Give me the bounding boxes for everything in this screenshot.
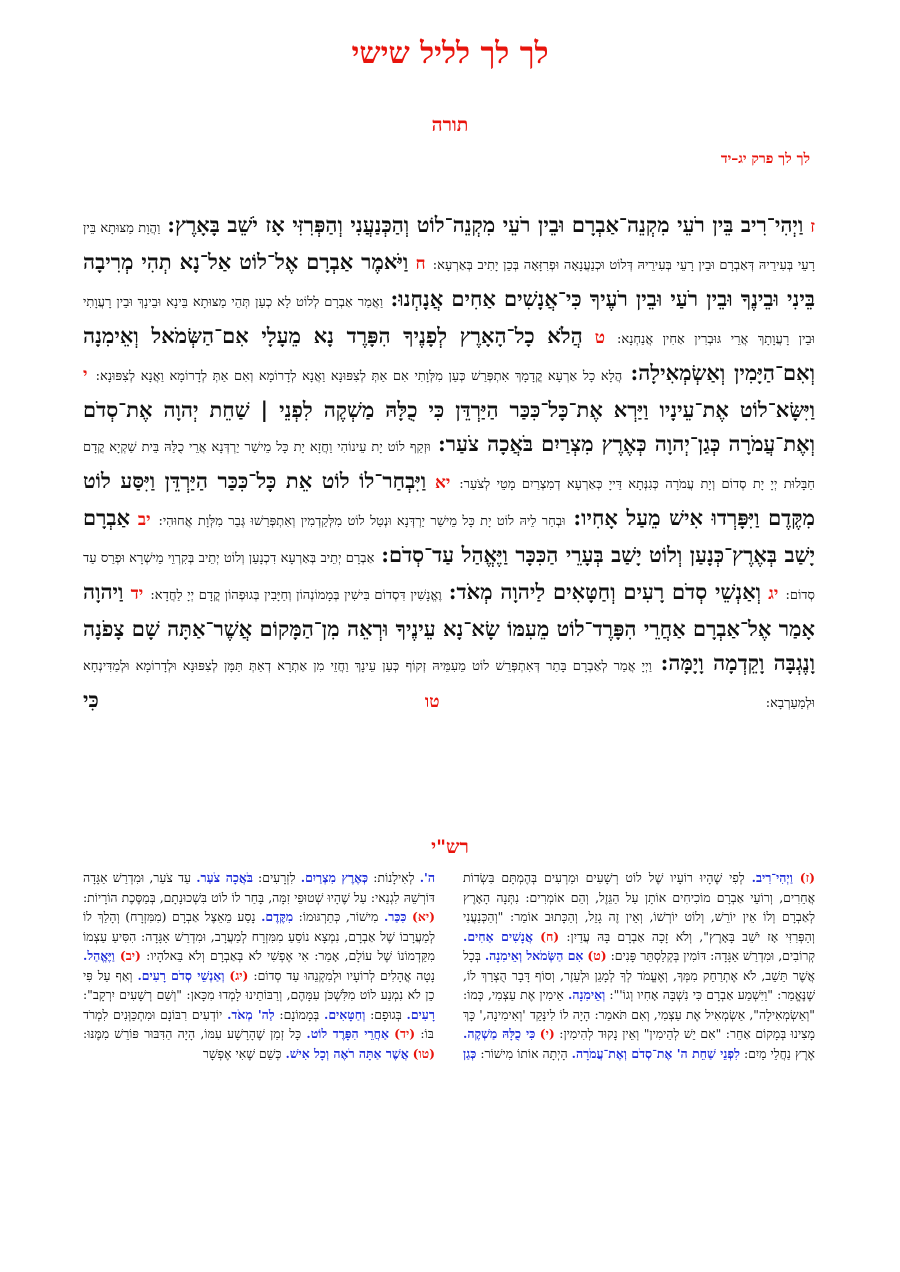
rashi-entry — [476, 1046, 740, 1061]
rashi-heading: בֹּאֲכָה צֹעַר. — [196, 870, 253, 885]
verse-number: ח — [415, 254, 426, 274]
verse-number: יג — [768, 584, 779, 604]
rashi-heading: וְאֵימִנָה. — [568, 987, 606, 1002]
rashi-text: עַד צֹעַר, וּמִדְרַשׁ אַגָּדָה דּוֹרְשֵׁהּ לִגְנַאי: עַל שֶׁהָיוּ שְׁטוּפֵי זִמָּה, בָּחַר לוֹ לוֹט בִּשְׁכוּנָתָם, בְּמַסֶּכֶת הוֹרָיוֹת: — [83, 870, 435, 905]
rashi-text: נָסַע מֵאֵצֶל אַבְרָם (מִמִּזְרָח) וְהָלַךְ לוֹ לְמַעֲרָבוֹ שֶׁל אַבְרָם, נִמְצָא נוֹסֵעַ מִמִּזְרָח לְמַעֲרָב, וּמִדְרַשׁ אַגָּדָה: הִסִּיעַ עַצְמוֹ מִקַּדְמוֹנוֹ שֶׁל עוֹלָם, אָמַר: אִי אֶפְשִׁי לֹא בְּאַבְרָם וְלֹא בֵּאלֹהָיו: — [83, 909, 435, 963]
verse-text: וַיֹּאמֶר אַבְרָם אֶל־לוֹט אַל־נָא תְהִי מְרִיבָה בֵּינִי וּבֵינֶךָ וּבֵין רֹעַי וּבֵין רֹעֶיךָ כִּי־אֲנָשִׁים אַחִים אֲנָחְנוּ: — [83, 249, 815, 311]
rashi-text: כָּל זְמַן שֶׁהָרָשָׁע עִמּוֹ, הָיָה הַדִּבּוּר פּוֹרֵשׁ מִמֶּנּוּ: — [83, 1026, 302, 1041]
rashi-heading: אִם הַשְּׂמֹאל וְאֵימִנָה. — [484, 948, 584, 963]
rashi-text: נָטָה אֳהָלִים לְרוֹעָיו וּלְמִקְנֵהוּ עַד סְדוֹם: — [253, 967, 435, 983]
rashi-entry — [293, 909, 435, 924]
commentary-heading: רש"י — [431, 836, 469, 858]
rashi-commentary — [83, 868, 815, 1063]
rashi-verse-number: (יד) — [394, 1026, 416, 1041]
rashi-heading: כִּי כֻלָּהּ מַשְׁקֶה. — [463, 1026, 536, 1041]
targum-text: וֶאֱנָשִׁין דִּסְדוֹם בִּישִׁין בְּמָמוֹנְהוֹן וְחַיָּבִין בְּגוּפְהוֹן קֳדָם יְיָ לַחֲדָא: — [150, 588, 442, 603]
rashi-heading: מִקֶּדֶם. — [261, 909, 294, 924]
verse-text: וַיהוָה אָמַר אֶל־אַבְרָם אַחֲרֵי הִפָּרֶד־לוֹט מֵעִמּוֹ שָׂא־נָא עֵינֶיךָ וּרְאֵה מִן־הַמָּקוֹם אֲשֶׁר־אַתָּה שָׁם צָפֹנָה וָנֶגְבָּה וָקֵדְמָה וָיָמָּה: — [83, 579, 815, 675]
rashi-verse-number: (י) — [539, 1026, 555, 1041]
targum-text: וַהֲוָת מַצּוּתָא בֵּין רָעֵי בְּעִירֵיהּ דְּאַבְרָם וּבֵין רָעֵי בְּעִירֵיהּ דְּלוֹט וּכְנַעֲנָאָה וּפְרִזָּאָה בְּכֵן יָתִיב בְּאַרְעָא: — [83, 221, 815, 273]
rashi-text: קְרוֹבִים, וּמִדְרַשׁ אַגָּדָה: דּוֹמִין בְּקְלַסְתֵּר פָּנִים: — [610, 948, 815, 963]
verse-number: ט — [594, 328, 605, 348]
verse-number: י — [83, 365, 88, 385]
targum-text: וַאֲמַר אַבְרָם לְלוֹט לָא כְעַן תְּהֵי מַצּוּתָא בֵּינָא וּבֵינָךְ וּבֵין רָעֲוָתִי וּבֵין רָעֲוָתָךְ אֲרֵי גּוּבְרִין אַחִין אֲנַחְנָא: — [83, 295, 815, 347]
rashi-heading: רָעִים. — [406, 1006, 435, 1022]
verse-number: יא — [434, 473, 451, 493]
rashi-heading: אֲשֶׁר אַתָּה רֹאֶה וְכָל אִישׁ. — [285, 1045, 409, 1061]
rashi-entry — [253, 870, 368, 885]
verse-text: וַיִּשָּׂא־לוֹט אֶת־עֵינָיו וַיַּרְא אֶת־כָּל־כִּכַּר הַיַּרְדֵּן כִּי כֻלָּהּ מַשְׁקֶה לִפְנֵי | שַׁחֵת יְהוָה אֶת־סְדֹם וְאֶת־עֲמֹרָה כְּגַן־יְהוָה כְּאֶרֶץ מִצְרַיִם בֹּאֲכָה צֹעַר: — [83, 397, 815, 456]
targum-text: וּבְחַר לֵיהּ לוֹט יָת כָּל מֵישַׁר יַרְדְּנָא וּנְטַל לוֹט מִלְּקַדְמִין וְאִתְפְּרַשׁוּ גְּבַר מִלְּוָת אֲחוּהִי: — [158, 514, 566, 529]
verse-text: אַבְרָם יָשַׁב בְּאֶרֶץ־כְּנָעַן וְלוֹט יָשַׁב בְּעָרֵי הַכִּכָּר וַיֶּאֱהַל עַד־סְדֹם: — [83, 505, 815, 567]
targum-text: וַיְיָ אֲמַר לְאַבְרָם בָּתַר דְּאִתְפְּרֵשׁ לוֹט מֵעִמֵּיהּ זְקוֹף כְּעַן עֵינָךְ וַחֲזֵי מִן אַתְרָא דְאַתְּ תַּמָּן לְצִפּוּנָא וּלְדָרוֹמָא וּלְמַדִּינְחָא וּלְמַעַרְבָא: — [83, 659, 815, 711]
chapter-reference: לך לך פרק יג–יד — [720, 151, 810, 167]
rashi-verse-number: (ח) — [540, 928, 560, 944]
torah-heading: תורה — [431, 114, 469, 136]
rashi-text: לִזְרָעִים: — [258, 870, 296, 885]
rashi-verse-number: (ט) — [587, 948, 607, 963]
rashi-heading: וְאַנְשֵׁי סְדֹם רָעִים. — [137, 967, 225, 983]
rashi-verse-number: (יא) — [412, 909, 435, 924]
rashi-entry — [83, 1026, 415, 1041]
rashi-heading: כְּאֶרֶץ מִצְרַיִם. — [300, 870, 369, 885]
verse-text: הֲלֹא כָל־הָאָרֶץ לְפָנֶיךָ הִפָּרֶד נָא מֵעָלָי אִם־הַשְּׂמֹאל וְאֵימִנָה וְאִם־הַיָּמִין וְאַשְׂמְאִילָה: — [83, 323, 815, 385]
torah-text — [83, 208, 815, 720]
verse-number: ז — [810, 217, 815, 237]
verse-number: טו — [424, 692, 440, 712]
rashi-text: כְּשֵׁם שֶׁאִי אֶפְשָׁר — [202, 1045, 282, 1061]
verse-text: וְאַנְשֵׁי סְדֹם רָעִים וְחַטָּאִים לַיהוָה מְאֹד: — [448, 579, 762, 604]
rashi-text: בְּכָל אֲשֶׁר תֵּשֵׁב, לֹא אֶתְרַחֵק מִמְּךָ, וְאֶעֱמֹד לְךָ לְמָגֵן וּלְעֵזֶר, וְסוֹף דָּבָר הֻצְרַךְ לוֹ, שֶׁנֶּאֱמַר: "וַיִּשְׁמַע אַבְרָם כִּי נִשְׁבָּה אָחִיו וְגוֹ'": — [463, 948, 815, 1002]
rashi-heading: כִּכַּר. — [383, 909, 407, 924]
targum-text: וּזְקַף לוֹט יָת עֵינוֹהִי וַחֲזָא יָת כָּל מֵישַׁר יַרְדְּנָא אֲרֵי כֻלַּהּ בֵּית שַׁקְיָא קֳדָם חַבָּלוּת יְיָ יָת סְדוֹם וְיָת עֲמֹרָה כְּגִנְּתָא דַּייָ כְּאַרְעָא דְמִצְרַיִם מָטֵי לְצֹעַר: — [83, 440, 815, 492]
rashi-verse-number: (יג) — [229, 967, 249, 983]
targum-text: הֲלָא כָל אַרְעָא קֳדָמָךְ אִתְפְּרַשׁ כְּעַן מִלְּוָתִי אִם אַתְּ לְצִפּוּנָא וַאֲנָא לְדָרוֹמָא וְאִם אַתְּ לְדָרוֹמָא וַאֲנָא לְצִפּוּנָא: — [95, 369, 623, 384]
rashi-heading: לִפְנֵי שַׁחֵת ה' אֶת־סְדֹם וְאֶת־עֲמֹרָה. — [571, 1045, 740, 1061]
verse-text: וַיְהִי־רִיב בֵּין רֹעֵי מִקְנֵה־אַבְרָם וּבֵין רֹעֵי מִקְנֵה־לוֹט וְהַכְּנַעֲנִי וְהַפְּרִזִּי אָז יֹשֵׁב בָּאָרֶץ: — [167, 212, 804, 237]
rashi-text: אֵימִין אֶת עַצְמִי, כְּמוֹ: "וְאַשְׂמְאִילָה", אַשְׂמְאִיל אֶת עַצְמִי, וְאִם תֹּאמַר: הָיָה לוֹ לִינָּקֵד 'וְאִימִינָה,' כָּךְ מָצִינוּ בְּמָקוֹם אַחֵר: "אִם יֵשׁ לְהֵימִין" וְאֵין נָקוּד לְהִימִין: — [463, 987, 815, 1041]
rashi-entry — [275, 1007, 366, 1022]
rashi-text: הָיְתָה אוֹתוֹ מִישׁוֹר: — [480, 1045, 568, 1061]
rashi-verse-number: (יב) — [119, 948, 141, 963]
rashi-text: לְפִי שֶׁהָיוּ רוֹעָיו שֶׁל לוֹט רְשָׁעִים וּמַרְעִים בְּהֶמְתָּם בִּשְׂדוֹת אֲחֵרִים, וְרוֹעֵי אַבְרָם מוֹכִיחִים אוֹתָן עַל הַגֵּזֶל, וְהֵם אוֹמְרִים: נִתְּנָה הָאָרֶץ לְאַבְרָם וְלוֹ אֵין יוֹרֵשׁ, וְלוֹט יוֹרְשׁוֹ, וְאֵין זֶה גָזֵל, וְהַכָּתוּב אוֹמֵר: "וְהַכְּנַעֲנִי וְהַפְּרִזִּי אָז יֹשֵׁב בָּאָרֶץ", וְלֹא זָכָה אַבְרָם בָּהּ עֲדַיִן: — [463, 870, 815, 944]
rashi-entry — [365, 1007, 435, 1022]
verse-text: כִּי — [83, 687, 99, 712]
page-title: לך לך לליל שישי — [351, 36, 549, 71]
rashi-heading: אַחֲרֵי הִפָּרֶד לוֹט. — [306, 1026, 389, 1041]
verse-text: וַיִּבְחַר־לוֹ לוֹט אֵת כָּל־כִּכַּר הַיַּרְדֵּן וַיִּסַּע לוֹט מִקֶּדֶם וַיִּפָּרְדוּ אִישׁ מֵעַל אָחִיו: — [83, 468, 815, 530]
rashi-heading: וַיֶּאֱהַל. — [83, 948, 115, 963]
rashi-heading: לַה' מְאֹד. — [227, 1006, 275, 1022]
rashi-text: בְּמָמוֹנָם: — [279, 1006, 320, 1022]
rashi-verse-number: (טו) — [412, 1045, 435, 1061]
targum-text: אַבְרָם יְתֵיב בְּאַרְעָא דִכְנָעַן וְלוֹט יְתֵיב בְּקִרְוֵי מֵישְׁרָא וּפְרַס עַד סְדוֹם: — [83, 551, 815, 603]
rashi-heading: אֲנָשִׁים אַחִים. — [463, 928, 533, 944]
rashi-text: לְאִילָנוֹת: — [373, 870, 415, 885]
rashi-text: אֶרֶץ נַחֲלֵי מַיִם: — [744, 1045, 815, 1061]
rashi-heading: כְּגַן ה'. — [419, 870, 477, 1061]
rashi-entry — [203, 1046, 435, 1061]
rashi-text: יוֹדְעִים רִבּוֹנָם וּמִתְכַּוְּנִים לִמְרֹד בּוֹ: — [83, 1006, 434, 1041]
rashi-text: בְּגוּפָם: — [370, 1006, 402, 1022]
verse-number: יב — [137, 510, 151, 530]
rashi-verse-number: (ז) — [799, 870, 815, 885]
rashi-heading: וְחַטָּאִים. — [324, 1006, 366, 1022]
rashi-text: וְאַף עַל פִּי כֵן לֹא נִמְנַע לוֹט מִלִּשְׁכֹּן עִמָּהֶם, וְרַבּוֹתֵינוּ לָמְדוּ מִכָּאן: "וְשֵׁם רְשָׁעִים יִרְקָב": — [83, 967, 435, 1002]
rashi-heading: וַיְהִי־רִיב. — [751, 870, 793, 885]
rashi-text: מִישׁוֹר, כְּתַרְגּוּמוֹ: — [298, 909, 379, 924]
verse-number: יד — [130, 584, 144, 604]
